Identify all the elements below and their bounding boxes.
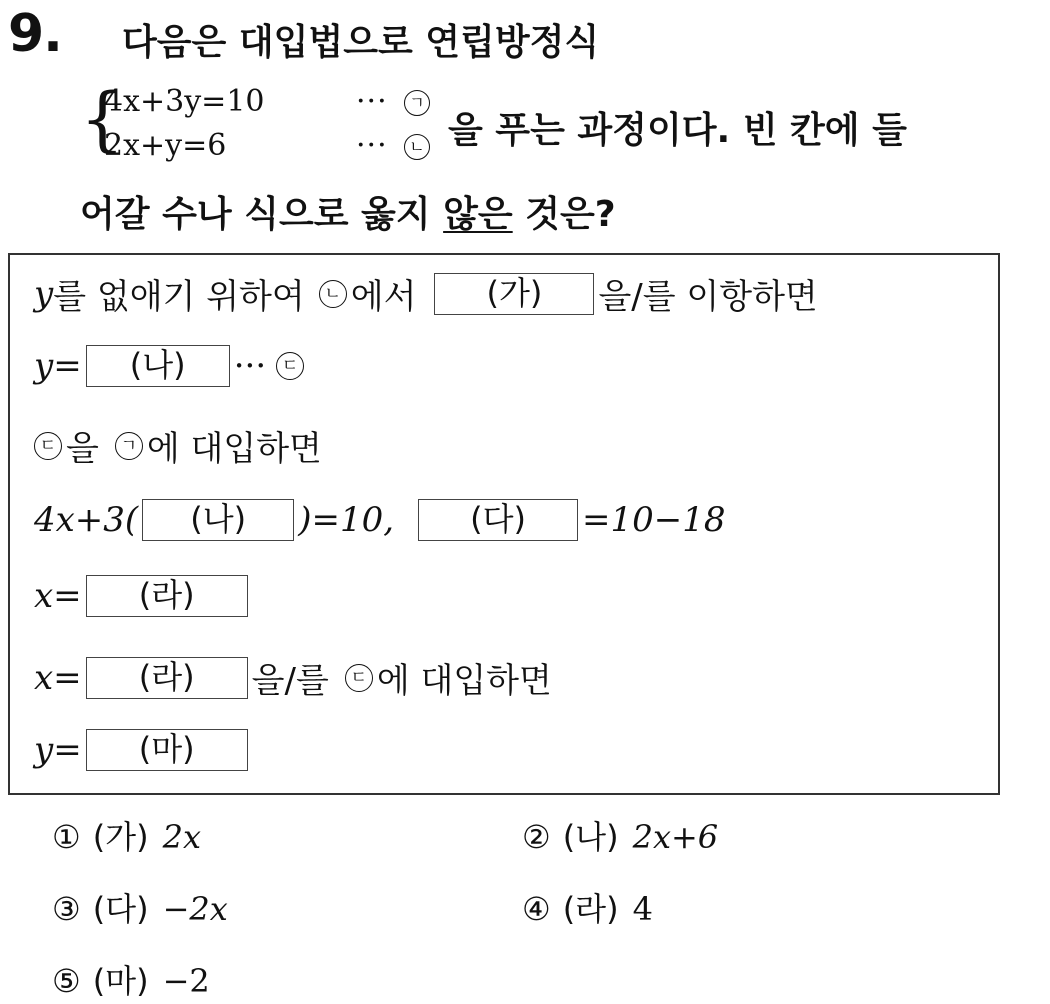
option-value: −2x — [162, 890, 228, 928]
panel-row-5 — [34, 575, 252, 617]
question-line-3-a: 어갈 수나 식으로 옳지 — [80, 194, 444, 235]
row5-lhs: x= — [34, 576, 82, 616]
panel-row-3 — [34, 421, 322, 470]
equation-2-dots: ··· — [356, 128, 388, 163]
blank-box-ra: (라) — [86, 657, 248, 699]
option-label: (다) — [92, 890, 149, 928]
system-brace: { — [80, 78, 125, 160]
option-5[interactable] — [52, 956, 210, 1002]
panel-row-6 — [34, 653, 552, 702]
blank-box-ma: (마) — [86, 729, 248, 771]
equation-1-dots: ··· — [356, 84, 388, 119]
equation-2 — [104, 128, 444, 168]
circled-mark: ㄷ — [276, 352, 304, 380]
option-number: ③ — [52, 890, 81, 928]
question-line-3-b: 것은? — [512, 194, 616, 235]
option-4[interactable] — [522, 884, 653, 930]
panel-row-2 — [34, 345, 308, 387]
option-number: ② — [522, 818, 551, 856]
blank-box-da: (다) — [418, 499, 578, 541]
equation-1-text: 4x+3y=10 — [104, 84, 265, 119]
circled-mark-1: ㄱ — [404, 90, 430, 116]
question-line-1: 다음은 대입법으로 연립방정식 — [122, 22, 600, 63]
underlined-word: 않은 — [443, 194, 513, 235]
blank-box-ra: (라) — [86, 575, 248, 617]
question-line-2: 을 푸는 과정이다. 빈 칸에 들 — [448, 110, 907, 151]
row4-lhs: 4x+3( — [34, 500, 139, 540]
solution-panel — [8, 253, 1000, 795]
blank-box-ga: (가) — [434, 273, 594, 315]
blank-box-na: (나) — [142, 499, 294, 541]
option-number: ④ — [522, 890, 551, 928]
option-value: −2 — [162, 962, 210, 1000]
row1-text-2: 에서 — [350, 277, 417, 317]
row3-text-2: 에 대입하면 — [146, 429, 322, 469]
option-label: (라) — [562, 890, 619, 928]
row2-lhs: y= — [34, 346, 82, 386]
circled-mark: ㄷ — [345, 664, 373, 692]
row7-lhs: y= — [34, 730, 82, 770]
row1-text-3: 을/를 이항하면 — [598, 277, 818, 317]
option-number: ⑤ — [52, 962, 81, 1000]
circled-mark: ㄴ — [319, 280, 347, 308]
row3-text-1: 을 — [66, 429, 99, 469]
question-line-3 — [80, 186, 616, 237]
question-number: 9. — [8, 4, 62, 64]
circled-mark: ㄷ — [34, 432, 62, 460]
row6-text-1: 을/를 — [251, 661, 329, 701]
row4-rhs: =10−18 — [582, 500, 726, 540]
equation-1 — [104, 84, 444, 124]
equation-2-text: 2x+y=6 — [104, 128, 227, 163]
blank-box-na: (나) — [86, 345, 230, 387]
option-1[interactable] — [52, 812, 201, 858]
option-label: (마) — [92, 962, 149, 1000]
panel-row-1 — [34, 269, 818, 318]
circled-mark: ㄱ — [115, 432, 143, 460]
option-label: (가) — [92, 818, 149, 856]
option-number: ① — [52, 818, 81, 856]
circled-mark-2: ㄴ — [404, 134, 430, 160]
option-value: 4 — [632, 890, 653, 928]
option-value: 2x+6 — [632, 818, 719, 856]
row6-text-2: 에 대입하면 — [376, 661, 552, 701]
var-y: y — [34, 273, 54, 314]
option-value: 2x — [162, 818, 201, 856]
option-2[interactable] — [522, 812, 718, 858]
option-3[interactable] — [52, 884, 228, 930]
row2-dots: ··· — [233, 346, 267, 386]
row1-text-1: 를 없애기 위하여 — [53, 277, 305, 317]
row6-lhs: x= — [34, 657, 82, 698]
option-label: (나) — [562, 818, 619, 856]
panel-row-4 — [34, 499, 726, 541]
row4-mid: )=10, — [298, 500, 395, 540]
panel-row-7 — [34, 729, 252, 771]
